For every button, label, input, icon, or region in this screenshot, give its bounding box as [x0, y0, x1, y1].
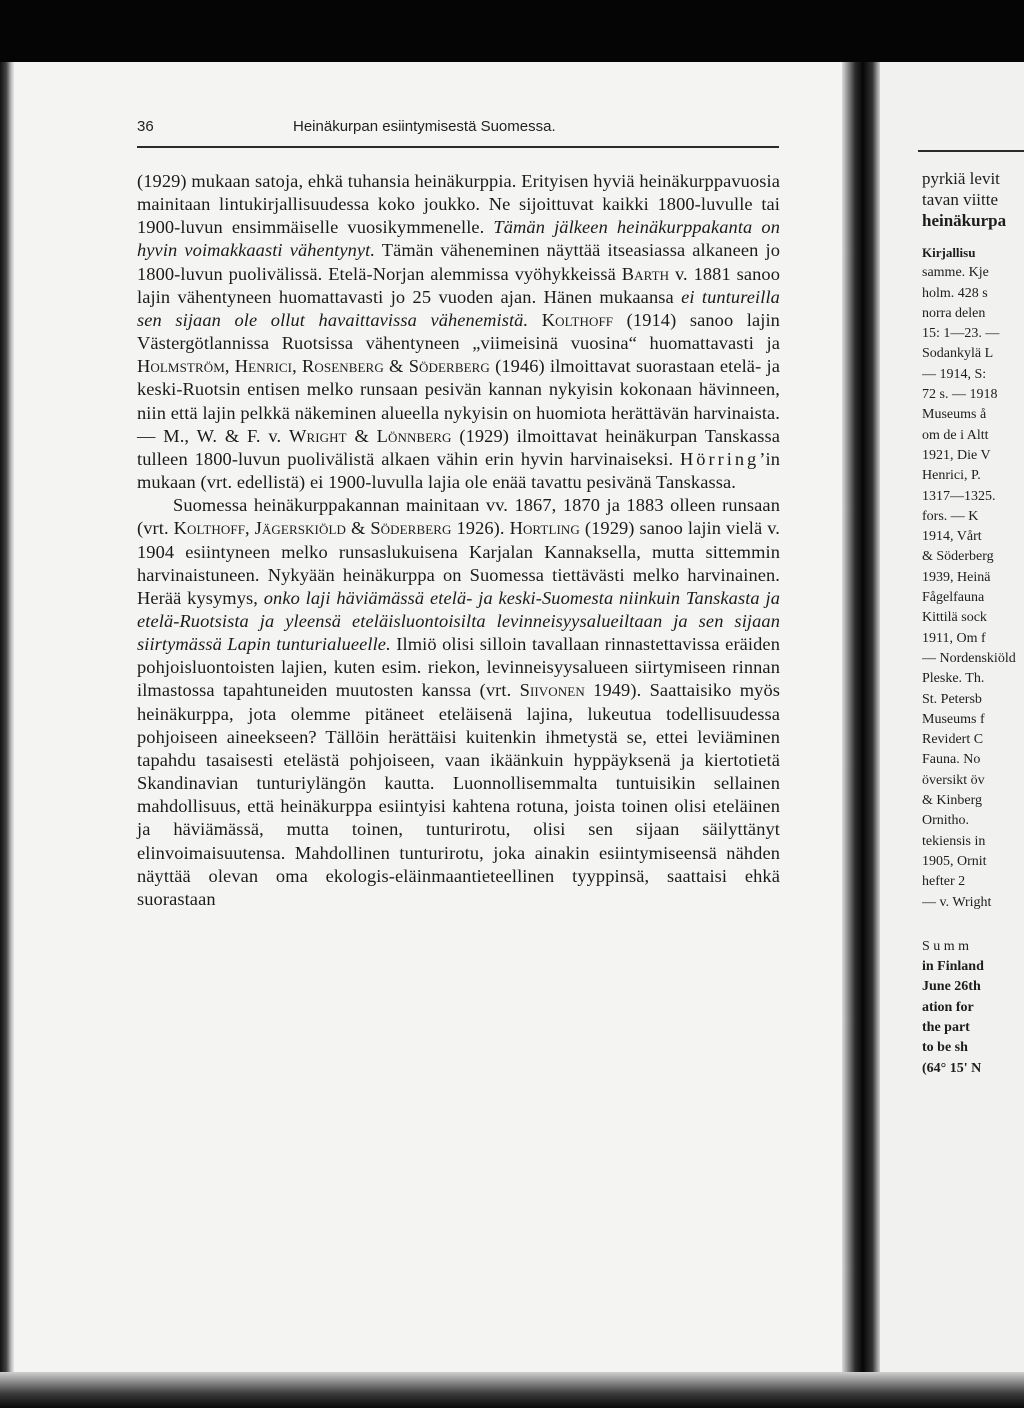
right-line: tavan viitte	[922, 190, 999, 209]
right-line: Fauna. No	[922, 752, 981, 768]
right-line: 1914, Vårt	[922, 529, 982, 545]
scan-bottom-edge	[0, 1372, 1024, 1408]
right-line: St. Petersb	[922, 691, 982, 707]
right-line: Ornitho.	[922, 813, 970, 829]
page-number: 36	[137, 118, 154, 135]
right-line: — 1914, S:	[922, 366, 987, 382]
right-line: 1911, Om f	[922, 630, 986, 646]
right-line: fors. — K	[922, 508, 979, 524]
right-line: ation for	[922, 999, 974, 1015]
right-line: — v. Wright	[922, 894, 992, 910]
right-line: Revidert C	[922, 732, 984, 748]
running-title: Heinäkurpan esiintymisestä Suomessa.	[293, 118, 556, 135]
right-line: & Söderberg	[922, 549, 994, 565]
right-line: 15: 1—23. —	[922, 326, 1000, 342]
running-head	[137, 118, 777, 142]
right-line: 1921, Die V	[922, 447, 991, 463]
right-line: 1317—1325.	[922, 488, 996, 504]
right-line: Pleske. Th.	[922, 671, 985, 687]
scan-top-border	[0, 0, 1024, 62]
paragraph-1: (1929) mukaan satoja, ehkä tuhansia heinäkurppia. Erityisen hyviä heinäkurppavuosia mainitaan lintukirjallisuudessa koko joukko. Ne sijoittuvat kaikki 1800-luvulle tai 1900-luvun ensimmäiselle vuosikymmenelle. Tämän jälkeen heinäkurppakanta on hyvin voimakkaasti vähentynyt. Tämän väheneminen näyttää itseasiassa alkaneen jo 1800-luvun puolivälissä. Etelä-Norjan alemmissa vyöhykkeissä Barth v. 1881 sanoo lajin vähentyneen huomattavasti jo 25 vuoden ajan. Hänen mukaansa ei tuntureilla sen sijaan ole ollut havaittavissa vähenemistä. Kolthoff (1914) sanoo lajin Västergötlannissa Ruotsissa vähentyneen „viimeisinä vuosina“ huomattavasti ja Holmström, Henrici, Rosenberg & Söderberg (1946) ilmoittavat suorastaan etelä- ja keski-Ruotsin entisen melko runsaan pesivän kannan nykyisin kokonaan hävinneen, niin että lajin pelkkä näkeminen alueella nykyisin on huomiota herättävän harvinaista. — M., W. & F. v. Wright & Lönnberg (1929) ilmoittavat heinäkurpan Tanskassa tulleen 1800-luvun puolivälistä alkaen vähin erin hyvin harvinaiseksi. Hörring’in mukaan (vrt. edellistä) ei 1900-luvulla lajia ole enää tavattu pesivänä Tanskassa.	[137, 171, 781, 493]
right-page-fragment	[922, 168, 1024, 1079]
header-rule	[137, 146, 779, 148]
right-line: June 26th	[922, 979, 981, 995]
right-page-header-rule	[918, 150, 1024, 152]
right-line: Museums f	[922, 711, 985, 727]
right-line: om de i Altt	[922, 427, 989, 443]
right-line: Fågelfauna	[922, 590, 985, 606]
right-line: tekiensis in	[922, 833, 986, 849]
right-line: Sodankylä L	[922, 346, 994, 362]
scan-left-edge	[0, 62, 14, 1408]
right-line: in Finland	[922, 959, 984, 975]
book-gutter	[842, 62, 880, 1408]
right-line: to be sh	[922, 1040, 968, 1056]
right-line: 72 s. — 1918	[922, 387, 998, 403]
right-line: S u m m	[922, 938, 970, 954]
right-line: Kittilä sock	[922, 610, 987, 626]
main-text	[137, 170, 780, 911]
right-line: — Nordenskiöld	[922, 650, 1016, 666]
right-line: 1939, Heinä	[922, 569, 991, 585]
right-line: översikt öv	[922, 772, 985, 788]
right-line: heinäkurpa	[922, 211, 1007, 230]
right-heading: Kirjallisu	[922, 245, 976, 260]
right-line: 1905, Ornit	[922, 853, 987, 869]
right-line: hefter 2	[922, 874, 966, 890]
right-line: & Kinberg	[922, 793, 983, 809]
right-line: (64° 15' N	[922, 1060, 982, 1076]
right-line: samme. Kje	[922, 265, 989, 281]
paragraph-2: Suomessa heinäkurppakannan mainitaan vv. 1867, 1870 ja 1883 olleen runsaan (vrt. Kolthoff, Jägerskiöld & Söderberg 1926). Hortling (1929) sanoo lajin vielä v. 1904 esiintyneen melko runsaslukuisena Karjalan Kannaksella, mutta sittemmin harvinaistuneen. Nykyään heinäkurppa on Suomessa tiettävästi melko harvinainen. Herää kysymys, onko laji häviämässä etelä- ja keski-Suomesta niinkuin Tanskasta ja etelä-Ruotsista ja yleensä eteläisluontoisilta levinneisyysalueiltaan ja sen sijaan siirtymässä Lapin tunturialueelle. Ilmiö olisi silloin tavallaan rinnastettavissa eräiden pohjoisluontoisten lajien, kuten esim. riekon, levinneisyysalueen siirtymiseen rinnan ilmastossa tapahtuneiden muutosten kanssa (vrt. Siivonen 1949). Saattaisiko myös heinäkurppa, jota olemme pitäneet eteläisenä lajina, lukeutua todellisuudessa pohjoiseen aineekseen? Tällöin herättäisi kuitenkin ihmetystä se, ettei leviäminen tapahdu tasaisesti etelästä pohjoiseen, vaan ikäänkuin hyppäyksenä ja kiertotietä Skandinavian tunturiylängön kautta. Luonnollisemmalta tuntuisikin sellainen mahdollisuus, että heinäkurppa esiintyisi kahtena rotuna, joista toinen olisi eteläinen ja häviämässä, mutta toinen, tunturirotu, olisi sen sijaan säilyttänyt elinvoimaisuutensa. Mahdollinen tunturirotu, joka ainakin esiintymiseensä nähden näyttää olevan oma ekologis-eläinmaantieteellinen tyyppinsä, saattaisi ehkä suorastaan	[137, 495, 781, 909]
right-line: Henrici, P.	[922, 468, 981, 484]
right-line: Museums å	[922, 407, 987, 423]
right-line: pyrkiä levit	[922, 169, 1000, 188]
right-line: the part	[922, 1019, 970, 1035]
right-line: holm. 428 s	[922, 285, 988, 301]
right-line: norra delen	[922, 305, 986, 321]
